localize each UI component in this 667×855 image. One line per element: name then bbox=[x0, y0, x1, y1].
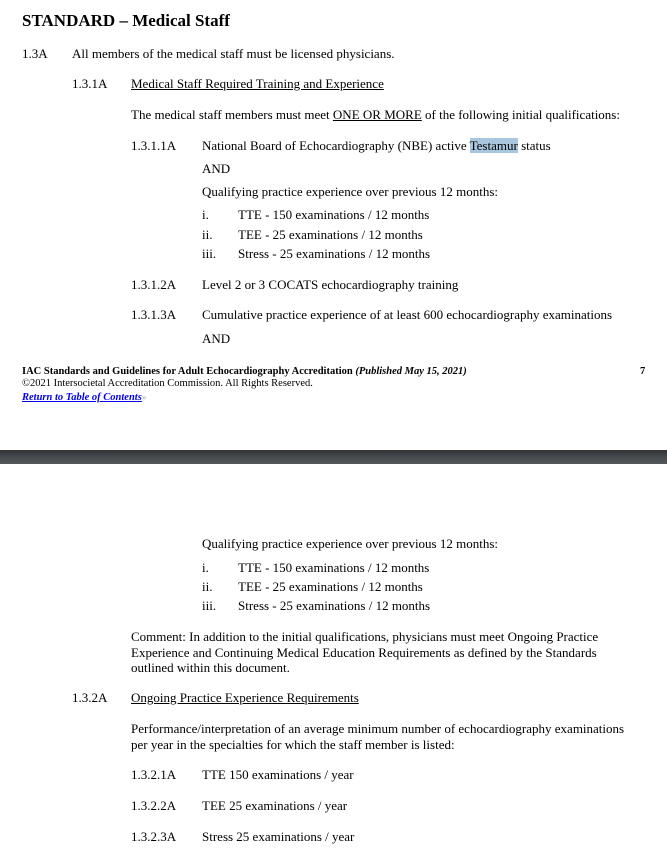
nbe-text-end: status bbox=[517, 138, 551, 153]
toc-link-wrapper[interactable] bbox=[22, 390, 146, 404]
section-number-1-3-2-1a: 1.3.2.1A bbox=[131, 767, 177, 782]
section-number-1-3a: 1.3A bbox=[22, 46, 48, 61]
footer-title-text: IAC Standards and Guidelines for Adult Echocardiography Accreditation bbox=[22, 366, 356, 377]
section-number-1-3-2-3a: 1.3.2.3A bbox=[131, 829, 177, 844]
section-number-1-3-2a: 1.3.2A bbox=[72, 690, 108, 705]
list-item: TTE - 150 examinations / 12 months bbox=[238, 560, 430, 575]
section-title-1-3-2a: Ongoing Practice Experience Requirements bbox=[131, 690, 359, 705]
list-item: Stress - 25 examinations / 12 months bbox=[238, 246, 431, 261]
footer-copyright: ©2021 Intersocietal Accreditation Commission. All Rights Reserved. bbox=[22, 378, 313, 389]
list-marker: iii. bbox=[202, 598, 217, 613]
list-marker: i. bbox=[202, 560, 209, 575]
list-item: TTE - 150 examinations / 12 months bbox=[238, 207, 430, 222]
text-selection-highlight[interactable]: Testamur bbox=[469, 138, 518, 153]
comment-paragraph: Comment: In addition to the initial qualifications, physicians must meet Ongoing Practice Experience and Continuing Medical Education Requirements as defined by the Standards outlined within this document. bbox=[131, 629, 599, 675]
nbe-text: National Board of Echocardiography (NBE) active bbox=[202, 138, 470, 153]
footer-published: (Published May 15, 2021) bbox=[355, 366, 467, 377]
qualifying-label: Qualifying practice experience over previous 12 months: bbox=[202, 184, 499, 199]
section-title-1-3-1a: Medical Staff Required Training and Experience bbox=[131, 76, 384, 91]
intro-emphasis: ONE OR MORE bbox=[332, 107, 422, 122]
requirement-item: TTE 150 examinations / year bbox=[202, 767, 354, 782]
page-number: 7 bbox=[640, 366, 646, 377]
section-number-1-3-1-1a: 1.3.1.1A bbox=[131, 138, 177, 153]
and-connector: AND bbox=[202, 161, 231, 176]
requirement-item: TEE 25 examinations / year bbox=[202, 798, 348, 813]
list-item: TEE - 25 examinations / 12 months bbox=[238, 227, 423, 242]
return-to-toc-link[interactable]: Return to Table of Contents bbox=[22, 392, 142, 403]
intro-text: The medical staff members must meet bbox=[131, 107, 333, 122]
and-connector: AND bbox=[202, 331, 231, 346]
double-chevron-right-icon: » bbox=[141, 392, 147, 402]
list-marker: ii. bbox=[202, 579, 213, 594]
section-number-1-3-1-2a: 1.3.1.2A bbox=[131, 277, 177, 292]
list-marker: iii. bbox=[202, 246, 217, 261]
list-item: TEE - 25 examinations / 12 months bbox=[238, 579, 423, 594]
section-text-1-3-1-3a: Cumulative practice experience of at least 600 echocardiography examinations bbox=[202, 307, 613, 322]
list-marker: i. bbox=[202, 207, 209, 222]
qualifications-intro bbox=[131, 107, 620, 123]
list-marker: ii. bbox=[202, 227, 213, 242]
document-page-8 bbox=[0, 464, 667, 855]
section-text-1-3-2a: Performance/interpretation of an average minimum number of echocardiography examinations per year in the specialties for which the staff member is listed: bbox=[131, 721, 625, 752]
section-text-1-3-1-2a: Level 2 or 3 COCATS echocardiography training bbox=[202, 277, 459, 292]
footer-title bbox=[22, 366, 467, 378]
qualifying-label: Qualifying practice experience over previous 12 months: bbox=[202, 536, 499, 551]
intro-text-end: of the following initial qualifications: bbox=[421, 107, 620, 122]
section-text-1-3a: All members of the medical staff must be licensed physicians. bbox=[72, 46, 395, 61]
page-separator bbox=[0, 450, 667, 464]
section-number-1-3-1a: 1.3.1A bbox=[72, 76, 108, 91]
section-text-1-3-1-1a bbox=[202, 138, 551, 154]
section-number-1-3-2-2a: 1.3.2.2A bbox=[131, 798, 177, 813]
list-item: Stress - 25 examinations / 12 months bbox=[238, 598, 431, 613]
section-number-1-3-1-3a: 1.3.1.3A bbox=[131, 307, 177, 322]
requirement-item: Stress 25 examinations / year bbox=[202, 829, 355, 844]
page-heading: STANDARD – Medical Staff bbox=[22, 11, 230, 30]
